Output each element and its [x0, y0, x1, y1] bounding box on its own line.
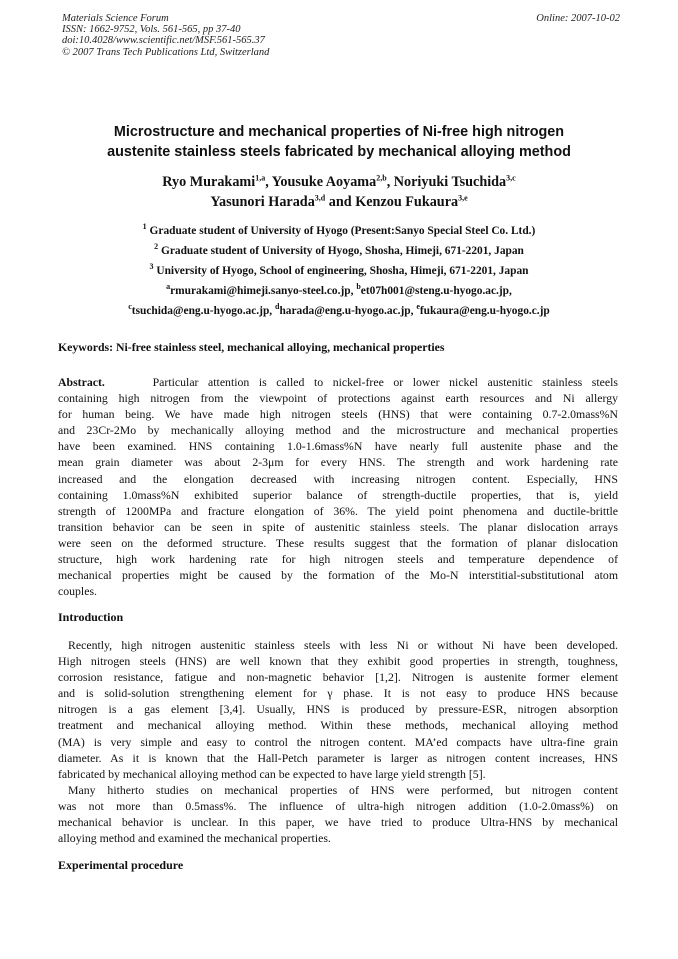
- intro-line: alloying method and examined the mechanical properties.: [58, 831, 331, 846]
- intro-line: and is solid-solution strengthening element for γ phase. It is not easy to produce HNS because: [58, 686, 618, 701]
- email-link[interactable]: fukaura@eng.u-hyogo.c.jp: [419, 305, 550, 317]
- abstract-line: and 23Cr-2Mo by mechanically alloying method and the microstructure and mechanical properties: [58, 423, 618, 438]
- abstract-line: increased and the elongation decreased with increasing nitrogen content. Especially, HNS: [58, 471, 618, 486]
- abstract-line: couples.: [58, 584, 97, 599]
- affiliation-2: [40, 241, 638, 261]
- email-mark: a: [166, 282, 171, 292]
- doi-line: doi:10.4028/www.scientific.net/MSF.561-565.37: [62, 35, 265, 47]
- abstract-line: for human being. We have made high nitrogen steels (HNS) that were containing 0.7-2.0mass%N: [58, 407, 618, 422]
- email-link[interactable]: harada@eng.u-hyogo.ac.jp,: [279, 305, 414, 317]
- copyright-line: © 2007 Trans Tech Publications Ltd, Switzerland: [62, 46, 270, 58]
- abstract-line: were seen on the deformed structure. These results suggest that the formation of planar dislocation: [58, 535, 618, 550]
- author-name: Noriyuki Tsuchida: [393, 174, 507, 190]
- email-link[interactable]: et07h001@steng.u-hyogo.ac.jp,: [360, 285, 512, 297]
- affiliation-text: University of Hyogo, School of engineering, Shosha, Himeji, 671-2201, Japan: [156, 265, 529, 277]
- intro-line: corrosion resistance, fatigue and non-magnetic behavior [1,2]. Nitrogen is austenite former element: [58, 670, 618, 685]
- intro-line: (MA) is very simple and easy to control the nitrogen content. MA’ed compacts have ultra-fine grain: [58, 734, 618, 749]
- email-mark: d: [274, 302, 280, 312]
- email-mark: b: [356, 282, 361, 292]
- abstract-line: mean grain diameter was about 2-3μm for every HNS. The strength and work hardening rate: [58, 455, 618, 470]
- email-mark: c: [128, 302, 132, 312]
- title-line-2: austenite stainless steels fabricated by mechanical alloying method: [107, 144, 571, 160]
- introduction-body: [58, 637, 618, 846]
- title-line-1: Microstructure and mechanical properties of Ni-free high nitrogen: [113, 124, 565, 140]
- intro-line: mechanical behavior is unclear. In this paper, we have tried to produce Ultra-HNS by mechanical: [58, 815, 618, 830]
- intro-line: nitrogen is a gas element [3,4]. Usually, HNS is produced by pressure-ESR, nitrogen absorption: [58, 702, 618, 717]
- affiliation-text: Graduate student of University of Hyogo (Present:Sanyo Special Steel Co. Ltd.): [149, 225, 536, 237]
- author-line-2: [40, 192, 638, 212]
- intro-line: Many hitherto studies on mechanical properties of HNS were performed, but nitrogen content: [68, 782, 618, 797]
- author-list: [40, 172, 638, 212]
- abstract-line: have been examined. HNS containing 1.0-1.6mass%N have nearly full austenite phase and the: [58, 439, 618, 454]
- email-link[interactable]: rmurakami@himeji.sanyo-steel.co.jp,: [170, 285, 354, 297]
- journal-header: [62, 13, 269, 58]
- author-affiliation-mark: 2,b: [376, 173, 387, 183]
- email-link[interactable]: tsuchida@eng.u-hyogo.ac.jp,: [131, 305, 273, 317]
- abstract: [58, 374, 618, 599]
- email-line-2: [40, 301, 638, 321]
- email-line-1: [40, 281, 638, 301]
- abstract-line: mechanical properties might be caused by the formation of the Mo-N interstitial-substitutional atom: [58, 568, 618, 583]
- author-conjunction: and: [328, 194, 352, 210]
- affiliation-mark: 3: [149, 262, 154, 272]
- intro-line: Recently, high nitrogen austenitic stainless steels with less Ni or without Ni have been developed.: [68, 638, 618, 652]
- author-name: Yasunori Harada: [210, 194, 315, 210]
- abstract-text: Particular attention is called to nickel-free or lower nickel austenitic stainless steels: [152, 375, 619, 389]
- author-name: Yousuke Aoyama: [271, 174, 377, 190]
- affiliation-mark: 1: [142, 222, 147, 232]
- affiliation-text: Graduate student of University of Hyogo, Shosha, Himeji, 671-2201, Japan: [160, 245, 524, 257]
- abstract-label: Abstract.: [58, 375, 105, 389]
- email-mark: e: [416, 302, 420, 312]
- abstract-line: structure, high work hardening rate for high nitrogen steels and temperature dependence of: [58, 552, 618, 567]
- intro-line: was not more than 0.5mass%. The influence of ultra-high nitrogen addition (1.0-2.0mass%) on: [58, 798, 618, 813]
- abstract-line: strength of 1200MPa and fracture elongation of 36%. The yield point phenomena and ductile-brittle: [58, 503, 618, 518]
- keywords: Keywords: Ni-free stainless steel, mechanical alloying, mechanical properties: [58, 340, 445, 354]
- paper-title: [40, 122, 638, 162]
- author-name: Ryo Murakami: [162, 174, 256, 190]
- abstract-line: containing high nitrogen from the viewpoint of protections against earth resources and Ni allergy: [58, 391, 618, 406]
- affiliation-3: [40, 261, 638, 281]
- author-name: Kenzou Fukaura: [355, 194, 459, 210]
- online-date: Online: 2007-10-02: [536, 13, 620, 24]
- abstract-line: containing 1.0mass%N exhibited superior balance of strength-ductile properties, that is, yield: [58, 487, 618, 502]
- abstract-line-1: [58, 374, 618, 390]
- journal-name: Materials Science Forum: [62, 13, 169, 24]
- introduction-heading: Introduction: [58, 610, 124, 624]
- intro-line: High nitrogen steels (HNS) are well known that they exhibit good properties in strength, toughness,: [58, 654, 618, 669]
- author-affiliation-mark: 3,d: [314, 193, 326, 203]
- intro-line: diameter. As it is known that the Hall-Petch parameter is larger as nitrogen content increases, HNS: [58, 750, 618, 765]
- issn-line: ISSN: 1662-9752, Vols. 561-565, pp 37-40: [62, 24, 241, 36]
- author-affiliation-mark: 3,e: [458, 193, 468, 203]
- affiliation-1: [40, 221, 638, 241]
- intro-line: fabricated by mechanical alloying method can be expected to have large yield strength [5].: [58, 766, 486, 781]
- author-line-1: Ryo Murakami$^{1,a}$, Yousuke Aoyama$^{2,b}$, Noriyuki Tsuchida$^{3,c}$: [162, 173, 516, 190]
- author-affiliation-mark: 3,c: [506, 173, 516, 183]
- abstract-line: transition behavior can be seen in spite of austenitic stainless steels. The planar dislocation arrays: [58, 519, 618, 534]
- experimental-heading: Experimental procedure: [58, 858, 184, 872]
- intro-line: treatment and mechanical alloying method. Within these methods, mechanical alloying method: [58, 718, 618, 733]
- author-affiliation-mark: 1,a: [255, 173, 266, 183]
- affiliation-mark: 2: [154, 242, 159, 252]
- affiliations: [40, 221, 638, 321]
